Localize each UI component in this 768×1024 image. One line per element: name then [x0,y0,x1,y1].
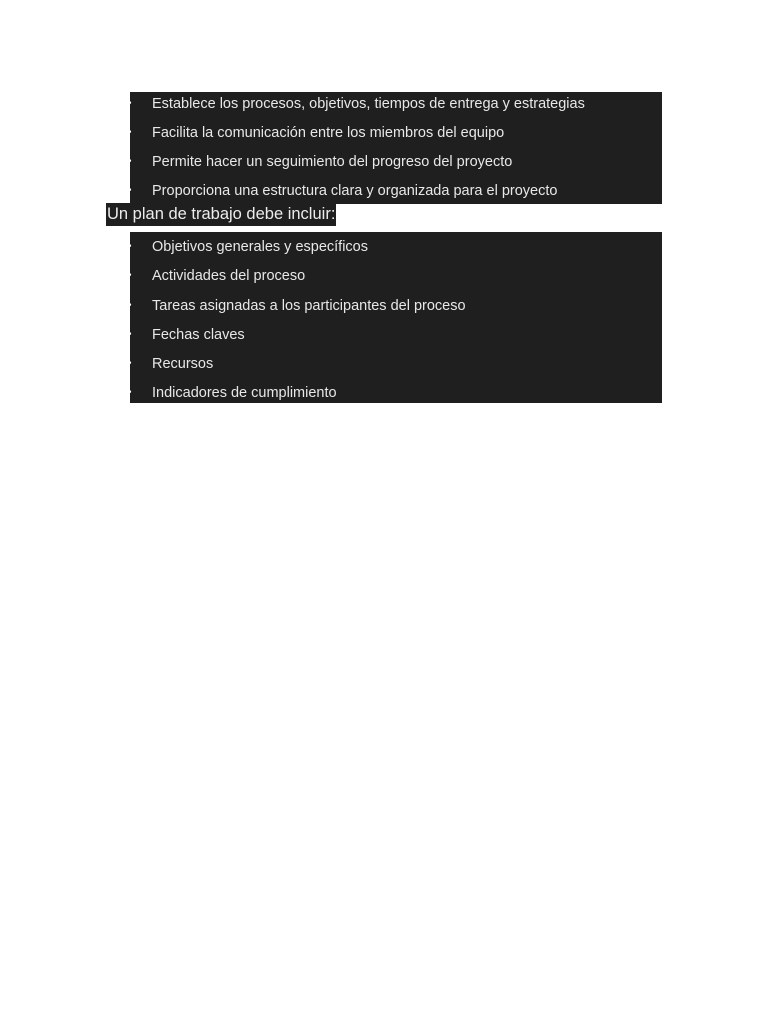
list-item-text: Actividades del proceso [152,268,306,284]
bullet-icon: • [128,241,132,252]
benefits-list [130,92,662,204]
list-item-text: Objetivos generales y específicos [152,239,368,255]
bullet-icon: • [128,387,132,398]
bullet-icon: • [128,270,132,281]
list-item-text: Facilita la comunicación entre los miembros del equipo [152,125,505,141]
bullet-icon: • [128,185,132,196]
list-item-text: Fechas claves [152,327,245,343]
bullet-icon: • [128,358,132,369]
list-item-text: Proporciona una estructura clara y organizada para el proyecto [152,183,558,199]
bullet-icon: • [128,98,132,109]
bullet-icon: • [128,156,132,167]
section-heading: Un plan de trabajo debe incluir: [106,203,336,226]
list-item-text: Establece los procesos, objetivos, tiempos de entrega y estrategias [152,96,585,112]
list-item-text: Recursos [152,356,214,372]
requirements-list [130,232,662,403]
list-item-text: Indicadores de cumplimiento [152,385,337,401]
bullet-icon: • [128,127,132,138]
bullet-icon: • [128,329,132,340]
list-item-text: Permite hacer un seguimiento del progreso del proyecto [152,154,513,170]
bullet-icon: • [128,300,132,311]
list-item-text: Tareas asignadas a los participantes del proceso [152,298,466,314]
